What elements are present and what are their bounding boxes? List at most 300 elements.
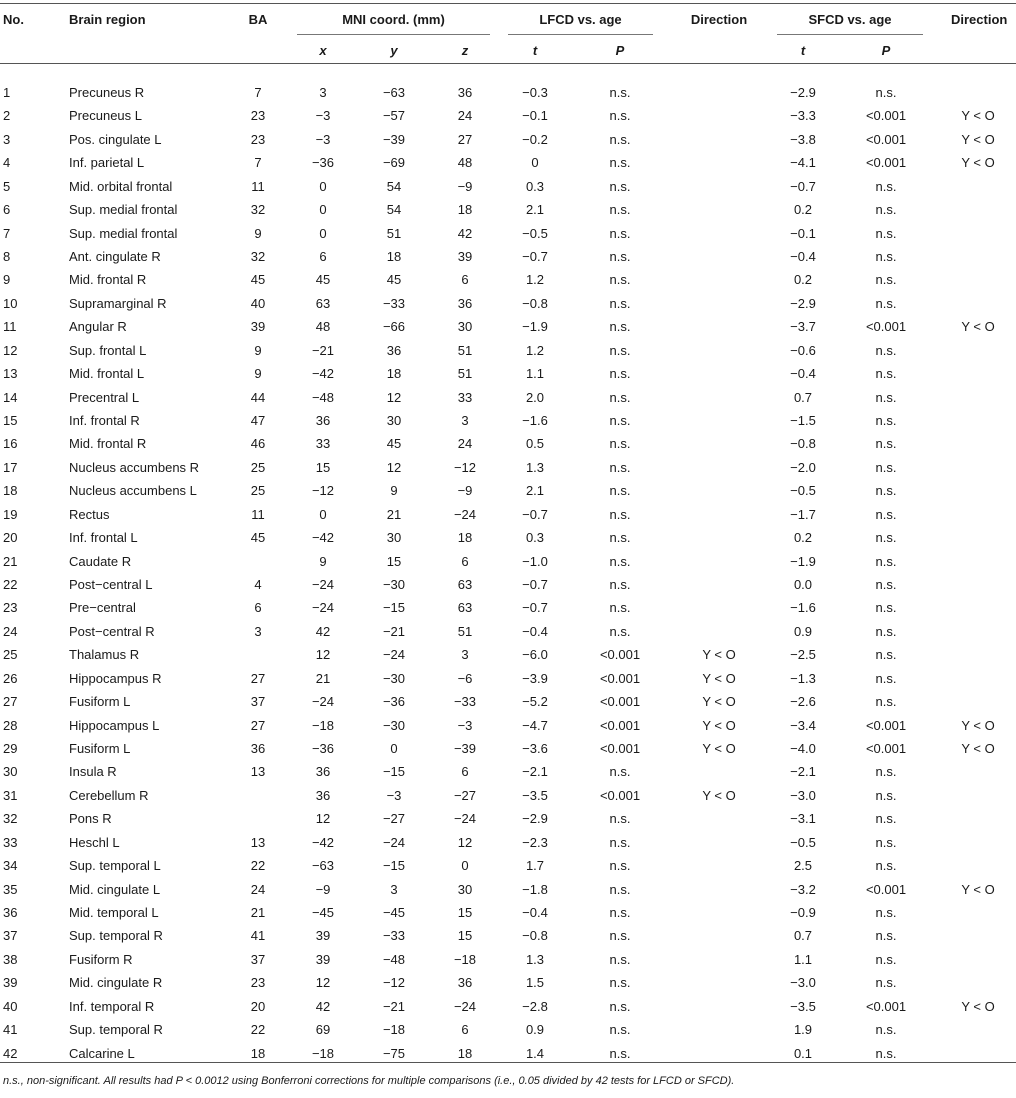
header-direction-lfcd: Direction (690, 12, 748, 27)
cell-p-sfcd: n.s. (875, 436, 897, 451)
cell-region: Rectus (69, 507, 110, 522)
cell-p-lfcd: n.s. (609, 272, 631, 287)
cell-no: 23 (3, 600, 18, 615)
cell-dir-sfcd: Y < O (961, 999, 995, 1014)
cell-x: 6 (319, 249, 327, 264)
cell-dir-lfcd: Y < O (702, 741, 736, 756)
cell-x: −24 (311, 600, 335, 615)
cell-region: Precuneus L (69, 108, 142, 123)
cell-dir-sfcd: Y < O (961, 319, 995, 334)
cell-x: −12 (311, 483, 335, 498)
cell-p-sfcd: n.s. (875, 694, 897, 709)
cell-ba: 3 (254, 624, 262, 639)
cell-y: 12 (386, 390, 402, 405)
cell-p-lfcd: n.s. (609, 600, 631, 615)
cell-t-lfcd: −3.5 (522, 788, 548, 803)
cell-x: −48 (311, 390, 335, 405)
cell-z: 39 (457, 249, 473, 264)
cell-x: 21 (315, 671, 331, 686)
cell-y: −75 (382, 1046, 406, 1061)
cell-region: Angular R (69, 319, 127, 334)
cell-t-sfcd: −0.4 (790, 249, 816, 264)
cell-p-sfcd: <0.001 (865, 882, 907, 897)
cell-y: 36 (386, 343, 402, 358)
cell-z: 33 (457, 390, 473, 405)
cell-ba: 18 (250, 1046, 266, 1061)
cell-y: −69 (382, 155, 406, 170)
cell-t-lfcd: 1.7 (525, 858, 545, 873)
cell-region: Mid. frontal R (69, 436, 147, 451)
cell-p-lfcd: n.s. (609, 390, 631, 405)
cell-no: 13 (3, 366, 18, 381)
cell-dir-sfcd: Y < O (961, 155, 995, 170)
cell-region: Calcarine L (69, 1046, 135, 1061)
cell-region: Heschl L (69, 835, 120, 850)
cell-y: −21 (382, 624, 406, 639)
cell-t-sfcd: 0.2 (793, 202, 813, 217)
cell-t-sfcd: −3.3 (790, 108, 816, 123)
cell-ba: 9 (254, 226, 262, 241)
cell-no: 26 (3, 671, 18, 686)
cell-ba: 44 (250, 390, 266, 405)
cell-z: 42 (457, 226, 473, 241)
cell-ba: 47 (250, 413, 266, 428)
cell-y: 54 (386, 202, 402, 217)
cell-t-lfcd: −2.1 (522, 764, 548, 779)
cell-z: 36 (457, 975, 473, 990)
cell-t-lfcd: 1.1 (525, 366, 545, 381)
cell-region: Mid. frontal R (69, 272, 147, 287)
header-no: No. (3, 12, 24, 27)
cell-t-sfcd: −3.0 (790, 788, 816, 803)
cell-z: 3 (461, 647, 469, 662)
cell-t-sfcd: −4.0 (790, 741, 816, 756)
cell-region: Sup. temporal L (69, 858, 161, 873)
cell-x: −18 (311, 1046, 335, 1061)
cell-t-sfcd: 0.7 (793, 390, 813, 405)
cell-x: 0 (319, 179, 327, 194)
cell-p-lfcd: n.s. (609, 624, 631, 639)
cell-p-sfcd: <0.001 (865, 999, 907, 1014)
cell-region: Pons R (69, 811, 112, 826)
cell-region: Fusiform L (69, 741, 131, 756)
cell-ba: 39 (250, 319, 266, 334)
cell-no: 39 (3, 975, 18, 990)
cell-x: −45 (311, 905, 335, 920)
cell-no: 16 (3, 436, 18, 451)
cell-x: 42 (315, 999, 331, 1014)
cell-x: −63 (311, 858, 335, 873)
cell-p-sfcd: n.s. (875, 577, 897, 592)
cell-t-sfcd: −0.5 (790, 483, 816, 498)
cell-region: Pre−central (69, 600, 136, 615)
cell-p-lfcd: n.s. (609, 530, 631, 545)
cell-t-sfcd: 1.1 (793, 952, 813, 967)
cell-t-lfcd: −0.7 (522, 577, 548, 592)
cell-p-sfcd: n.s. (875, 928, 897, 943)
cell-ba: 23 (250, 108, 266, 123)
cell-x: −36 (311, 155, 335, 170)
cell-t-lfcd: −0.4 (522, 624, 548, 639)
cell-no: 25 (3, 647, 18, 662)
cell-ba: 6 (254, 600, 262, 615)
cell-region: Inf. frontal L (69, 530, 138, 545)
cell-ba: 11 (251, 507, 265, 522)
cell-y: −18 (382, 1022, 406, 1037)
header-x: x (319, 43, 327, 58)
cell-t-sfcd: −1.9 (790, 554, 816, 569)
cell-t-lfcd: 1.3 (525, 460, 545, 475)
cell-region: Fusiform L (69, 694, 131, 709)
cell-t-lfcd: 1.5 (525, 975, 545, 990)
cell-x: −21 (311, 343, 335, 358)
cell-p-sfcd: n.s. (875, 835, 897, 850)
cell-no: 17 (3, 460, 18, 475)
cell-z: 24 (457, 108, 473, 123)
cell-no: 33 (3, 835, 18, 850)
cell-no: 9 (3, 272, 11, 287)
cell-p-lfcd: n.s. (609, 108, 631, 123)
cell-x: 15 (315, 460, 331, 475)
top-rule (0, 3, 1016, 4)
cell-p-sfcd: n.s. (875, 343, 897, 358)
header-p-sfcd: P (881, 43, 891, 58)
cell-p-lfcd: n.s. (609, 483, 631, 498)
cell-no: 5 (3, 179, 11, 194)
cell-no: 11 (3, 319, 17, 334)
cell-region: Pos. cingulate L (69, 132, 162, 147)
cell-region: Inf. parietal L (69, 155, 145, 170)
cell-no: 30 (3, 764, 18, 779)
cell-p-sfcd: n.s. (875, 671, 897, 686)
cell-t-sfcd: −2.6 (790, 694, 816, 709)
cell-region: Ant. cingulate R (69, 249, 161, 264)
cell-no: 8 (3, 249, 11, 264)
cell-ba: 46 (250, 436, 266, 451)
cell-y: −24 (382, 647, 406, 662)
cell-no: 14 (3, 390, 18, 405)
cell-dir-sfcd: Y < O (961, 718, 995, 733)
cell-no: 1 (3, 85, 11, 100)
cell-x: 0 (319, 507, 327, 522)
cell-y: 45 (386, 272, 402, 287)
cell-no: 41 (3, 1022, 18, 1037)
cell-region: Mid. temporal L (69, 905, 159, 920)
cell-x: −18 (311, 718, 335, 733)
cell-p-sfcd: n.s. (875, 764, 897, 779)
cell-t-lfcd: −0.7 (522, 600, 548, 615)
cell-p-lfcd: n.s. (609, 577, 631, 592)
cell-dir-lfcd: Y < O (702, 788, 736, 803)
cell-z: 6 (461, 272, 469, 287)
cell-x: 42 (315, 624, 331, 639)
header-ba: BA (248, 12, 268, 27)
cell-no: 34 (3, 858, 18, 873)
cell-ba: 24 (250, 882, 266, 897)
cell-ba: 21 (250, 905, 266, 920)
cell-z: 30 (457, 319, 473, 334)
cell-y: 54 (386, 179, 402, 194)
cell-p-lfcd: n.s. (609, 1022, 631, 1037)
header-rule (0, 63, 1016, 64)
cell-y: −36 (382, 694, 406, 709)
cell-t-lfcd: −3.6 (522, 741, 548, 756)
cell-y: −48 (382, 952, 406, 967)
cell-t-lfcd: 1.4 (525, 1046, 545, 1061)
cell-z: 3 (461, 413, 469, 428)
cell-t-sfcd: −2.5 (790, 647, 816, 662)
lfcd-underline (508, 34, 653, 35)
cell-dir-sfcd: Y < O (961, 132, 995, 147)
cell-y: −27 (382, 811, 406, 826)
cell-y: 30 (386, 413, 402, 428)
cell-t-sfcd: −1.6 (790, 600, 816, 615)
cell-y: 21 (386, 507, 402, 522)
cell-z: 51 (457, 343, 473, 358)
cell-ba: 27 (250, 718, 266, 733)
cell-p-sfcd: n.s. (875, 600, 897, 615)
cell-region: Hippocampus R (69, 671, 162, 686)
cell-ba: 23 (250, 975, 266, 990)
cell-z: 15 (457, 928, 473, 943)
cell-z: −27 (453, 788, 477, 803)
cell-t-lfcd: 0.3 (525, 179, 545, 194)
cell-ba: 23 (250, 132, 266, 147)
cell-t-sfcd: −3.7 (790, 319, 816, 334)
cell-p-sfcd: n.s. (875, 1022, 897, 1037)
cell-t-sfcd: −0.8 (790, 436, 816, 451)
cell-ba: 40 (250, 296, 266, 311)
cell-p-lfcd: n.s. (609, 132, 631, 147)
cell-t-sfcd: −3.2 (790, 882, 816, 897)
cell-ba: 45 (250, 530, 266, 545)
cell-region: Precentral L (69, 390, 140, 405)
cell-t-sfcd: −4.1 (790, 155, 816, 170)
cell-t-lfcd: −0.2 (522, 132, 548, 147)
cell-t-sfcd: −3.5 (790, 999, 816, 1014)
cell-x: 45 (315, 272, 331, 287)
cell-t-lfcd: −0.5 (522, 226, 548, 241)
header-brain-region: Brain region (69, 12, 146, 27)
cell-t-sfcd: 0.7 (793, 928, 813, 943)
cell-t-lfcd: −2.8 (522, 999, 548, 1014)
cell-ba: 13 (250, 764, 266, 779)
cell-region: Nucleus accumbens R (69, 460, 200, 475)
cell-no: 21 (3, 554, 18, 569)
cell-dir-sfcd: Y < O (961, 741, 995, 756)
cell-t-lfcd: −0.7 (522, 249, 548, 264)
cell-y: 30 (386, 530, 402, 545)
cell-y: 51 (386, 226, 402, 241)
cell-region: Thalamus R (69, 647, 140, 662)
cell-t-lfcd: −2.9 (522, 811, 548, 826)
cell-x: −3 (315, 132, 331, 147)
cell-p-sfcd: n.s. (875, 460, 897, 475)
cell-ba: 9 (254, 343, 262, 358)
cell-z: 51 (457, 366, 473, 381)
cell-p-sfcd: n.s. (875, 952, 897, 967)
cell-p-sfcd: n.s. (875, 530, 897, 545)
cell-region: Mid. frontal L (69, 366, 145, 381)
cell-region: Sup. temporal R (69, 1022, 163, 1037)
cell-region: Sup. medial frontal (69, 202, 178, 217)
cell-t-lfcd: −1.8 (522, 882, 548, 897)
cell-t-lfcd: −5.2 (522, 694, 548, 709)
header-p-lfcd: P (615, 43, 625, 58)
cell-p-lfcd: <0.001 (599, 788, 641, 803)
cell-t-lfcd: −1.0 (522, 554, 548, 569)
cell-x: 39 (315, 928, 331, 943)
header-y: y (390, 43, 398, 58)
cell-y: −33 (382, 296, 406, 311)
cell-region: Hippocampus L (69, 718, 160, 733)
cell-p-sfcd: n.s. (875, 788, 897, 803)
cell-p-lfcd: <0.001 (599, 671, 641, 686)
mni-underline (297, 34, 490, 35)
cell-z: 6 (461, 554, 469, 569)
header-direction-sfcd: Direction (951, 12, 1008, 27)
cell-t-lfcd: 0.9 (525, 1022, 545, 1037)
cell-ba: 20 (250, 999, 266, 1014)
header-z: z (461, 43, 469, 58)
cell-y: −12 (382, 975, 406, 990)
cell-t-sfcd: −1.7 (790, 507, 816, 522)
cell-p-lfcd: n.s. (609, 179, 631, 194)
cell-t-lfcd: 1.2 (525, 272, 545, 287)
cell-no: 31 (3, 788, 18, 803)
cell-x: 33 (315, 436, 331, 451)
cell-t-lfcd: 0 (531, 155, 539, 170)
cell-t-sfcd: −1.3 (790, 671, 816, 686)
cell-p-lfcd: n.s. (609, 999, 631, 1014)
cell-region: Mid. cingulate L (69, 882, 161, 897)
cell-z: −24 (453, 811, 477, 826)
cell-z: 51 (457, 624, 473, 639)
cell-region: Cerebellum R (69, 788, 149, 803)
cell-no: 27 (3, 694, 18, 709)
cell-no: 28 (3, 718, 18, 733)
cell-t-sfcd: −3.8 (790, 132, 816, 147)
cell-ba: 27 (250, 671, 266, 686)
cell-t-lfcd: −0.4 (522, 905, 548, 920)
cell-p-lfcd: n.s. (609, 155, 631, 170)
cell-p-lfcd: n.s. (609, 952, 631, 967)
cell-p-sfcd: n.s. (875, 413, 897, 428)
cell-p-lfcd: n.s. (609, 202, 631, 217)
cell-ba: 25 (250, 460, 266, 475)
cell-ba: 37 (250, 694, 266, 709)
cell-t-lfcd: 2.1 (525, 483, 545, 498)
cell-ba: 11 (251, 179, 265, 194)
cell-z: −18 (453, 952, 477, 967)
cell-z: −33 (453, 694, 477, 709)
cell-no: 2 (3, 108, 11, 123)
header-lfcd: LFCD vs. age (539, 12, 622, 27)
cell-y: 18 (386, 249, 402, 264)
cell-region: Fusiform R (69, 952, 133, 967)
cell-x: 36 (315, 788, 331, 803)
cell-z: 18 (457, 1046, 473, 1061)
cell-p-sfcd: n.s. (875, 507, 897, 522)
cell-x: 63 (315, 296, 331, 311)
cell-t-lfcd: −0.8 (522, 928, 548, 943)
cell-t-sfcd: −0.4 (790, 366, 816, 381)
cell-dir-lfcd: Y < O (702, 718, 736, 733)
cell-no: 7 (3, 226, 11, 241)
cell-z: 63 (457, 600, 473, 615)
cell-ba: 32 (250, 202, 266, 217)
cell-t-sfcd: 2.5 (793, 858, 813, 873)
cell-t-sfcd: −2.0 (790, 460, 816, 475)
cell-y: −39 (382, 132, 406, 147)
cell-z: −24 (453, 999, 477, 1014)
cell-x: −24 (311, 694, 335, 709)
cell-z: −9 (457, 483, 473, 498)
cell-p-sfcd: n.s. (875, 179, 897, 194)
cell-z: 15 (457, 905, 473, 920)
cell-no: 24 (3, 624, 18, 639)
cell-p-sfcd: n.s. (875, 1046, 897, 1061)
cell-z: 36 (457, 296, 473, 311)
cell-y: 3 (390, 882, 398, 897)
cell-t-sfcd: −0.7 (790, 179, 816, 194)
cell-no: 40 (3, 999, 18, 1014)
cell-z: 48 (457, 155, 473, 170)
cell-dir-lfcd: Y < O (702, 694, 736, 709)
cell-p-lfcd: n.s. (609, 882, 631, 897)
cell-y: 12 (386, 460, 402, 475)
cell-t-lfcd: 0.5 (525, 436, 545, 451)
cell-ba: 13 (250, 835, 266, 850)
cell-z: −6 (457, 671, 473, 686)
cell-region: Inf. temporal R (69, 999, 155, 1014)
cell-t-lfcd: −0.1 (522, 108, 548, 123)
cell-t-sfcd: −0.1 (790, 226, 816, 241)
cell-t-lfcd: −1.6 (522, 413, 548, 428)
cell-region: Inf. frontal R (69, 413, 140, 428)
cell-p-sfcd: n.s. (875, 858, 897, 873)
cell-x: −42 (311, 530, 335, 545)
cell-region: Nucleus accumbens L (69, 483, 197, 498)
cell-p-lfcd: n.s. (609, 226, 631, 241)
cell-t-sfcd: 0.1 (793, 1046, 813, 1061)
cell-x: 3 (319, 85, 327, 100)
cell-y: −3 (386, 788, 402, 803)
cell-t-lfcd: 2.0 (525, 390, 545, 405)
cell-region: Post−central L (69, 577, 153, 592)
cell-p-sfcd: n.s. (875, 366, 897, 381)
cell-x: −24 (311, 577, 335, 592)
cell-t-lfcd: 0.3 (525, 530, 545, 545)
cell-z: 63 (457, 577, 473, 592)
sfcd-underline (777, 34, 923, 35)
cell-ba: 22 (250, 858, 266, 873)
cell-z: 12 (457, 835, 473, 850)
cell-region: Caudate R (69, 554, 132, 569)
cell-p-lfcd: n.s. (609, 507, 631, 522)
header-mni: MNI coord. (mm) (342, 12, 445, 27)
cell-ba: 36 (250, 741, 266, 756)
cell-x: 12 (315, 811, 331, 826)
cell-ba: 32 (250, 249, 266, 264)
cell-t-sfcd: 1.9 (793, 1022, 813, 1037)
cell-ba: 7 (254, 85, 262, 100)
cell-p-sfcd: n.s. (875, 249, 897, 264)
cell-p-lfcd: n.s. (609, 1046, 631, 1061)
cell-p-lfcd: n.s. (609, 905, 631, 920)
cell-p-lfcd: n.s. (609, 975, 631, 990)
cell-dir-lfcd: Y < O (702, 647, 736, 662)
